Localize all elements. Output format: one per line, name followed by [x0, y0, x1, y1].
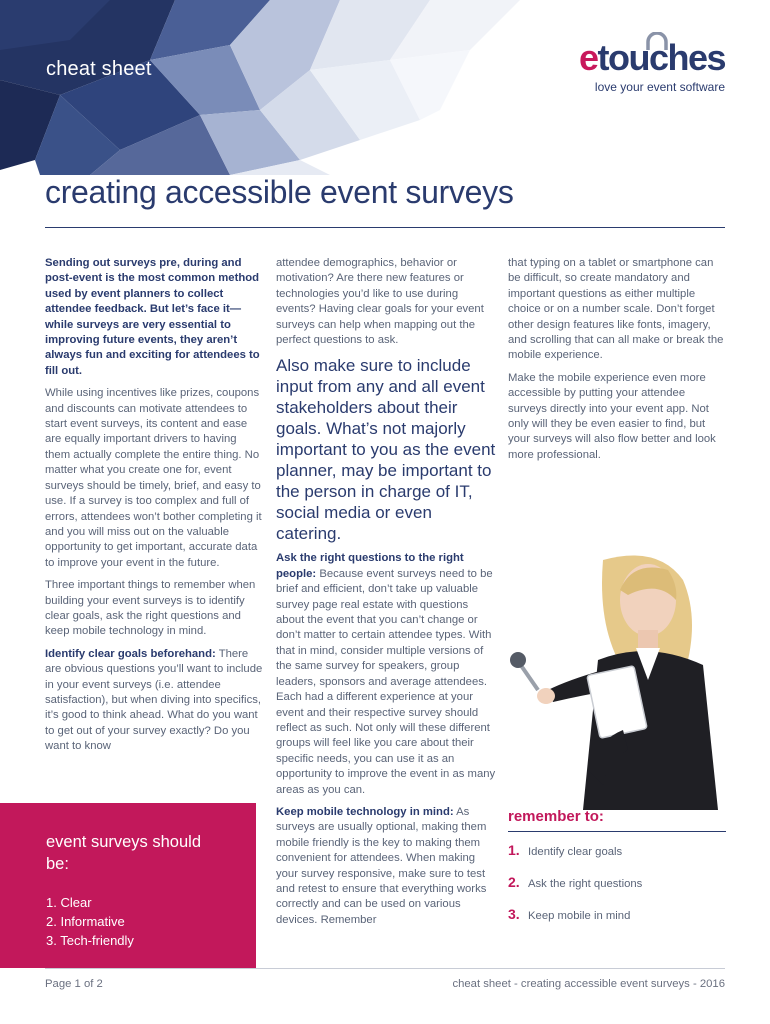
column-2: [276, 256, 496, 935]
col2-paragraph-2: [276, 551, 496, 798]
remember-text: Ask the right questions: [528, 878, 643, 890]
remember-text: Keep mobile in mind: [528, 910, 631, 922]
box-list-item: 2. Informative: [46, 914, 125, 929]
title-divider: [45, 227, 725, 228]
col1-paragraph-3: [45, 647, 263, 755]
col3-paragraph-2: Make the mobile experience even more accessible by putting your attendee surveys directly into your event app. Not only will they be even easier to find, but your surveys will also flow better and look more professional.: [508, 371, 716, 461]
remember-to-section: [508, 808, 726, 938]
column-3: [508, 256, 726, 470]
remember-number: 1.: [508, 842, 520, 858]
goals-text: There are obvious questions you’ll want to include in your event surveys (i.e. attendee satisfaction), but when diving into specifics, it’s good to think ahead. What do you want to get out of your survey exactly? Do you want to know: [45, 647, 263, 753]
box-title: event surveys should be:: [46, 833, 202, 873]
surveys-should-be-box: [0, 803, 256, 968]
questions-heading: Ask the right questions to the right people:: [276, 552, 464, 580]
intro-lead: Sending out surveys pre, during and post-event is the most common method used by event planners to collect attendee feedback. But let’s face it—while surveys are very essential to improving future events, they aren’t always fun and exciting for attendees to fill out.: [45, 257, 260, 377]
logo-letters-touches: touches: [597, 37, 725, 78]
footer-caption: cheat sheet - creating accessible event surveys - 2016: [452, 978, 725, 990]
remember-item: [508, 874, 726, 890]
remember-item: [508, 842, 726, 858]
col2-paragraph-1: attendee demographics, behavior or motivation? Are there new features or technologies you’d like to use during events? Having clear goals for your event surveys can help when mapping out the perfect questions to ask.: [276, 257, 484, 347]
header-polygon-art: [0, 0, 520, 175]
footer-divider: [45, 968, 725, 969]
logo-letter-e: e: [578, 37, 598, 78]
box-list-item: 3. Tech-friendly: [46, 933, 134, 948]
mobile-heading: Keep mobile technology in mind:: [276, 805, 454, 818]
pull-quote: Also make sure to include input from any and all event stakeholders about their goals. What’s not majorly important to you as the event planner, may be important to the person in charge of IT, social media or even catering.: [276, 356, 496, 544]
remember-number: 3.: [508, 906, 520, 922]
logo-arch-icon: [645, 32, 669, 50]
page-title: creating accessible event surveys: [45, 174, 514, 210]
col3-paragraph-1: that typing on a tablet or smartphone can be difficult, so create mandatory and important questions as either multiple choice or on a number scale. Don’t forget other design features like fonts, imagery, and scrolling that can all make or break the mobile experience.: [508, 257, 724, 362]
box-list-item: 1. Clear: [46, 895, 92, 910]
remember-item: [508, 906, 726, 922]
col2-paragraph-3: [276, 805, 496, 928]
logo-tagline: love your event software: [594, 80, 725, 94]
speaker-illustration: [508, 540, 728, 810]
cheat-sheet-label: cheat sheet: [46, 58, 152, 80]
col1-paragraph-2: Three important things to remember when building your event surveys is to identify clear goals, ask the right questions and keep mobile technology in mind.: [45, 579, 256, 638]
column-1: [45, 256, 263, 762]
page-number: Page 1 of 2: [45, 978, 103, 990]
goals-heading: Identify clear goals beforehand:: [45, 647, 216, 660]
remember-text: Identify clear goals: [528, 846, 623, 858]
remember-title: remember to:: [508, 808, 726, 832]
etouches-logo: [565, 38, 725, 94]
col1-paragraph-1: While using incentives like prizes, coupons and discounts can motivate attendees to start event surveys, its content and ease are equally important drivers to having them actually complete the entire thing. No matter what you create one for, event surveys should be timely, brief, and easy to use. If a survey is too complex and full of errors, attendees won’t bother completing it and you will miss out on the valuable opportunity to get important, accurate data to improve your event in the future.: [45, 387, 262, 569]
mobile-text: As surveys are usually optional, making them mobile friendly is the key to making them convenient for attendees. When making your survey responsive, make sure to test and retest to ensure that everything works correctly and can be used on various devices. Remember: [276, 805, 487, 926]
box-list: [46, 893, 210, 950]
remember-number: 2.: [508, 874, 520, 890]
questions-text: Because event surveys need to be brief and efficient, don’t take up valuable survey page real estate with questions about the event that you can’t change or don’t matter to certain attendee types. With that in mind, consider multiple versions of the same survey for speakers, group leaders, sponsors and average attendees. Each had a different experience at your event and their respective survey should reflect as such. Not only will these different groups will feel like you care about their specific needs, you can use it as an opportunity to improve the event in as many areas as you can.: [276, 567, 496, 796]
